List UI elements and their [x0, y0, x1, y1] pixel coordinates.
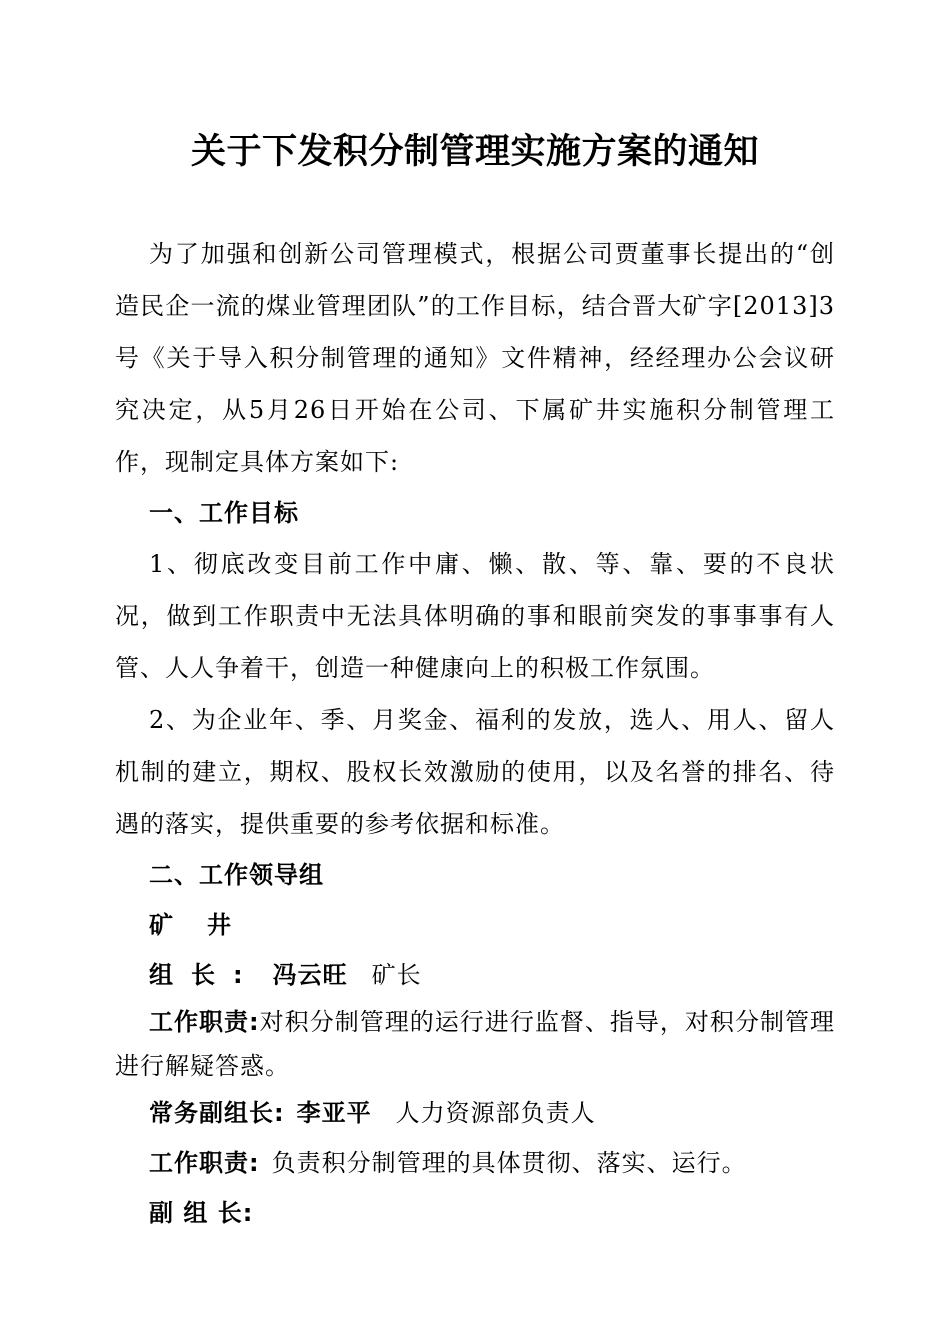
- vice-leader-label: 副 组 长:: [149, 1199, 254, 1227]
- leader-duty-paragraph: [115, 1000, 835, 1088]
- section-heading-leadership: 二、工作领导组: [149, 861, 324, 889]
- leader-duty-label: 工作职责:: [149, 1008, 260, 1036]
- goal-item-1: 1、彻底改变目前工作中庸、懒、散、等、靠、要的不良状况，做到工作职责中无法具体明确的事和眼前突发的事事事有人管、人人争着干，创造一种健康向上的积极工作氛围。: [115, 550, 835, 682]
- deputy-duty-label: 工作职责:: [149, 1149, 260, 1177]
- unit-label: 矿井: [149, 911, 265, 939]
- leader-name: 冯云旺: [272, 961, 348, 989]
- document-title: 关于下发积分制管理实施方案的通知: [190, 132, 759, 172]
- vice-leader-row: [115, 1188, 835, 1238]
- leader-duty-text: 对积分制管理的运行进行监督、指导，对积分制管理进行解疑答惑。: [115, 1008, 835, 1080]
- deputy-duty-row: [115, 1138, 835, 1188]
- leader-title: 矿长: [371, 961, 422, 989]
- document-body: [115, 228, 835, 1238]
- leader-label: 组长:: [149, 961, 261, 989]
- intro-paragraph: 为了加强和创新公司管理模式，根据公司贾董事长提出的“创造民企一流的煤业管理团队”的工作目标，结合晋大矿字[2013]3号《关于导入积分制管理的通知》文件精神，经经理办公会议研究决定，从5月26日开始在公司、下属矿井实施积分制管理工作，现制定具体方案如下:: [115, 240, 835, 476]
- section-heading-goals: 一、工作目标: [149, 499, 299, 527]
- unit-label-row: [115, 900, 835, 950]
- deputy-label: 常务副组长:: [149, 1099, 285, 1127]
- deputy-title: 人力资源部负责人: [395, 1099, 596, 1127]
- leader-row: [115, 950, 835, 1000]
- deputy-row: [115, 1088, 835, 1138]
- goal-item-2: 2、为企业年、季、月奖金、福利的发放，选人、用人、留人机制的建立，期权、股权长效激励的使用，以及名誉的排名、待遇的落实，提供重要的参考依据和标准。: [115, 706, 835, 838]
- deputy-name: 李亚平: [296, 1099, 372, 1127]
- deputy-duty-text: 负责积分制管理的具体贯彻、落实、运行。: [271, 1149, 747, 1177]
